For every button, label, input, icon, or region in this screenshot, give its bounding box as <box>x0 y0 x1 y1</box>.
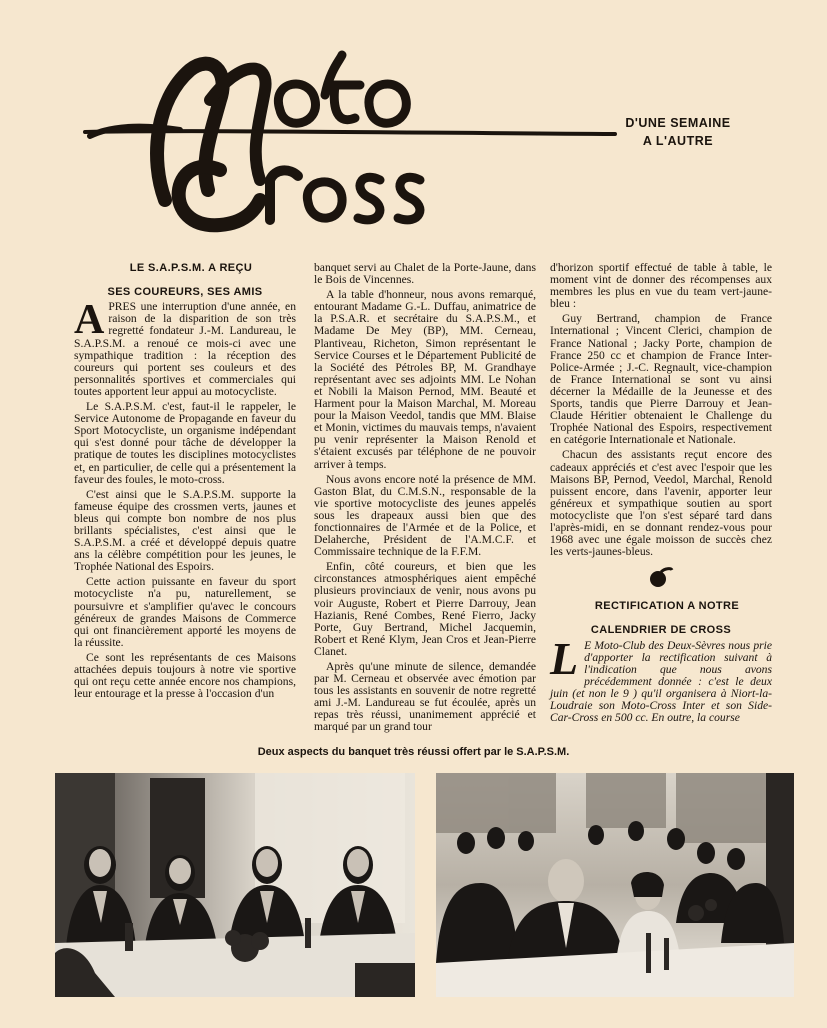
article-paragraph: banquet servi au Chalet de la Porte-Jaune, dans le Bois de Vincennes. <box>314 261 536 287</box>
drop-cap: L <box>550 632 579 684</box>
section-ornament-icon <box>550 566 772 590</box>
column-1 <box>74 262 296 703</box>
article-paragraph: Guy Bertrand, champion de France International ; Vincent Clerici, champion de France National ; Jacky Porte, champion de France 250 cc et champion de France Inter-Police-Armée ; J.-C. Regnault, vice-champion de France International se sont vu ainsi décerner la Médaille de la Jeunesse et des Sports, tandis que Pierre Darrouy et Jean-Claude Héritier obtenaient le Challenge du Trophée National des Espoirs, respectivement en catégorie Internationale et Nationale. <box>550 312 772 447</box>
kicker-line-2: A L'AUTRE <box>642 134 714 148</box>
banquet-photo-head-table <box>55 773 415 997</box>
article-heading-line-2: SES COUREURS, SES AMIS <box>107 286 263 299</box>
article-paragraph: APRES une interruption d'une année, en raison de la disparition de son très regretté fondateur J.-M. Landureau, le S.A.P.S.M. a renoué ce mois-ci avec une sympathique tradition : la réception des coureurs qui portent ses couleurs et des personnalités sportives et commerciales qui toutes apportent leur appui au motocycliste. <box>74 297 296 398</box>
article-paragraph: L E Moto-Club des Deux-Sèvres nous prie d'apporter la rectification suivant à l'indication que nous avons précédemment donnée : c'est le deux juin (et non le 9 ) qu'il organisera à Niort-la-Loudraie son Moto-Cross Inter et son Side-Car-Cross en 500 cc. En outre, la course <box>550 632 772 725</box>
article-paragraph: Enfin, côté coureurs, et bien que les circonstances atmosphériques aient empêché plusieurs provinciaux de venir, nous avons pu voir Auguste, Robert et Pierre Darrouy, Jean Hazianis, René Combes, René Fierro, Jacky Porte, Guy Bertrand, Michel Jacquemin, Robert et René Klym, Jean Cros et Jean-Pierre Clanet. <box>314 560 536 658</box>
svg-text:Moto Cross: Moto Cross <box>70 40 75 41</box>
banquet-photo-hall <box>436 773 794 997</box>
article-paragraph: Ce sont les représentants de ces Maisons attachées depuis toujours à notre vie sportive qui ont reçu cette année encore nos champions, leur entourage et la presse à l'occasion d'un <box>74 650 296 701</box>
section-kicker <box>598 114 758 150</box>
article-paragraph: Après qu'une minute de silence, demandée par M. Cerneau et observée avec émotion par tous les assistants en souvenir de notre regretté ami J.-M. Landureau se fut écoulée, après un repas très réussi, unanimement apprécié et marqué par un grand tour <box>314 660 536 734</box>
article-heading <box>550 600 772 636</box>
article-paragraph: C'est ainsi que le S.A.P.S.M. supporte la fameuse équipe des crossmen verts, jaunes et bleus qui compte bon nombre de nos plus brillants spécialistes, c'est ainsi que le S.A.P.S.M. a créé et développé depuis quatre ans la célèbre compétition pour les jeunes, le Trophée National des Espoirs. <box>74 487 296 574</box>
article-paragraph: d'horizon sportif effectué de table à table, le moment vint de donner des récompenses aux membres les plus en vue du team vert-jaune-bleu : <box>550 261 772 311</box>
kicker-line-1: D'UNE SEMAINE <box>625 116 731 130</box>
article-heading <box>74 262 296 298</box>
article-paragraph: A la table d'honneur, nous avons remarqué, entourant Madame G.-L. Duffau, animatrice de la P.S.A.R. et secrétaire du S.A.P.S.M., et Madame De Mey (BP), MM. Cerneau, Plantiveau, Richeton, Simon représentant le Service Courses et le Département Publicité de la Société des Pétroles BP, M. Grandhaye représentant avec ses adjoints MM. Le Nohan et Nobili la Maison Pernod, MM. Beauté et Harment pour la Maison Marchal, M. Moreau pour la Maison Veedol, tandis que MM. Blaise et Monin, victimes du mauvais temps, n'avaient pu venir représenter la Maison Renold et s'étaient excusés par téléphone de ne pouvoir arriver à temps. <box>314 288 536 471</box>
article-heading-line-1: LE S.A.P.S.M. A REÇU <box>129 262 253 274</box>
column-2 <box>314 262 536 737</box>
article-paragraph: Nous avons encore noté la présence de MM. Gaston Blat, du C.M.S.N., responsable de la vie sportive motocycliste des jeunes appelés sous les drapeaux aussi bien que des fonctionnaires de l'Armée et de la Police, et Delaherche, Président de l'A.M.C.F. et Commissaire technique de la F.F.M. <box>314 472 536 559</box>
article-heading-line-1: RECTIFICATION A NOTRE <box>594 600 740 613</box>
drop-cap: A <box>74 297 105 344</box>
article-paragraph: Chacun des assistants reçut encore des cadeaux appréciés et c'est avec l'espoir que les Maisons BP, Pernod, Veedol, Marchal, Renold puissent encore, dans l'avenir, apporter leur généreux et sympathique soutien au sport motocycliste que l'on s'est séparé tard dans l'après-midi, en se donnant rendez-vous pour 1968 avec une égale moisson de succès chez les verts-jaunes-bleus. <box>550 448 772 559</box>
article-paragraph: Cette action puissante en faveur du sport motocycliste n'a pu, naturellement, se poursuivre et s'amplifier qu'avec le concours généreux de grandes Maisons de Commerce qui ont financièrement apporté les moyens de la réussite. <box>74 575 296 649</box>
article-paragraph: Le S.A.P.S.M. c'est, faut-il le rappeler, le Service Autonome de Propagande en faveur du Sport Motocycliste, un organisme indépendant qui s'est donné pour tâche de développer la pratique de toutes les disciplines motocyclistes et, en particulier, de celle qui a présentement la faveur des foules, le moto-cross. <box>74 400 296 486</box>
column-3 <box>550 262 772 727</box>
moto-cross-logo <box>70 40 630 240</box>
article-heading-line-2: CALENDRIER DE CROSS <box>590 624 732 637</box>
photo-caption: Deux aspects du banquet très réussi offert par le S.A.P.S.M. <box>257 746 570 758</box>
